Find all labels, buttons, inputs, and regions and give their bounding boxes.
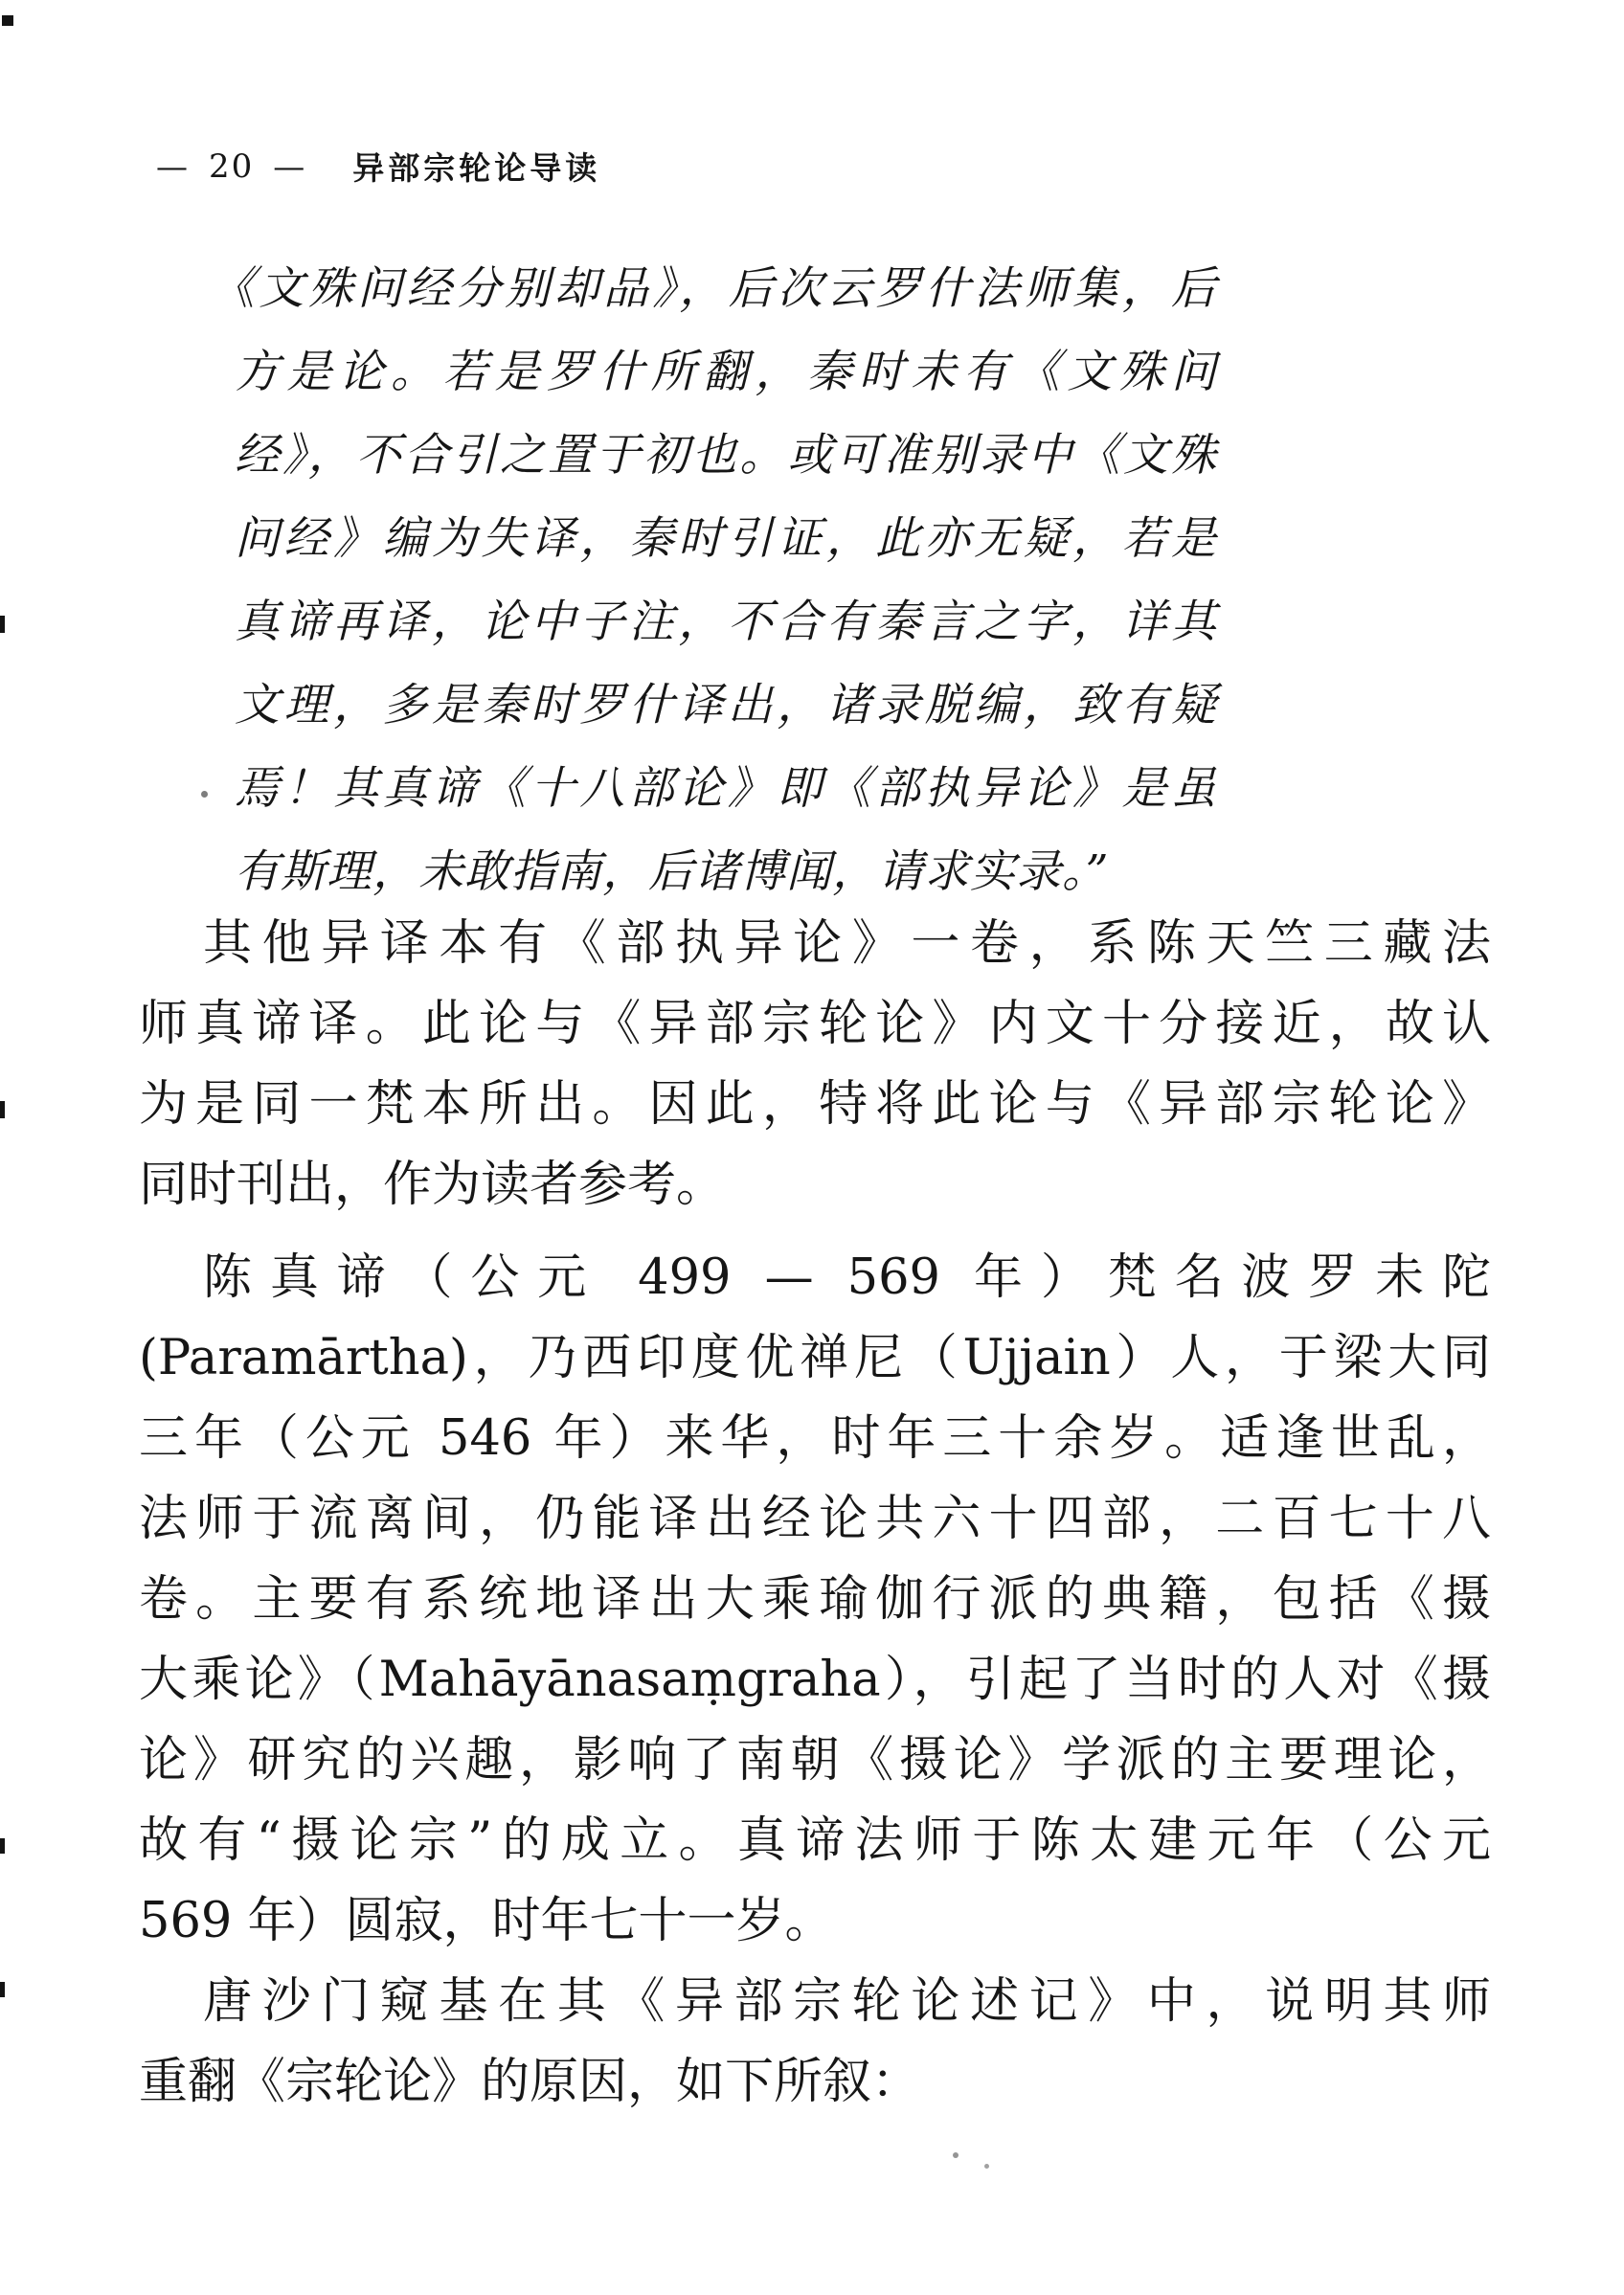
body-line: 师真谛译。此论与《异部宗轮论》内文十分接近，故认: [139, 996, 1491, 1052]
header-dash-right: —: [273, 147, 307, 185]
body-line: 陈真谛（公元 499 — 569 年）梵名波罗未陀: [203, 1249, 1491, 1306]
quote-line: 经》，不合引之置于初也。或可准别录中《文殊: [235, 429, 1217, 482]
body-line: 其他异译本有《部执异论》一卷，系陈天竺三藏法: [203, 915, 1491, 972]
scan-artifact: [984, 2164, 989, 2169]
scan-artifact: [0, 1838, 5, 1854]
body-line: 故有“摄论宗”的成立。真谛法师于陈太建元年（公元: [139, 1812, 1491, 1869]
header-dash-left: —: [156, 147, 190, 185]
body-line: (Paramārtha)，乃西印度优禅尼（Ujjain）人，于梁大同: [139, 1330, 1491, 1386]
quote-line: 焉！其真谛《十八部论》即《部执异论》是虽: [235, 762, 1217, 815]
body-line: 法师于流离间，仍能译出经论共六十四部，二百七十八: [139, 1491, 1491, 1547]
quote-line: 《文殊问经分别却品》，后次云罗什法师集，后: [210, 262, 1217, 315]
page-number: 20: [209, 146, 255, 186]
paragraph: [139, 1238, 1491, 1962]
body-line: 569 年）圆寂，时年七十一岁。: [139, 1893, 834, 1949]
book-title: 异部宗轮论导读: [352, 149, 601, 187]
scan-artifact: [0, 616, 5, 633]
body-line: 论》研究的兴趣，影响了南朝《摄论》学派的主要理论，: [139, 1732, 1491, 1789]
body-line: 重翻《宗轮论》的原因，如下所叙：: [139, 2054, 921, 2110]
quote-line: 有斯理，未敢指南，后诸博闻，请求实录。”: [235, 845, 1110, 898]
scan-artifact: [2, 15, 13, 26]
body-line: 卷。主要有系统地译出大乘瑜伽行派的典籍，包括《摄: [139, 1571, 1491, 1628]
body-line: 大乘论》（Mahāyānasaṃgraha），引起了当时的人对《摄: [139, 1652, 1491, 1708]
scan-artifact: [953, 2152, 959, 2158]
paragraph: [139, 904, 1491, 1226]
body-line: 唐沙门窥基在其《异部宗轮论述记》中，说明其师: [203, 1973, 1491, 2030]
quote-line: 文理，多是秦时罗什译出，诸录脱编，致有疑: [235, 679, 1217, 731]
quote-line: 真谛再译，论中子注，不合有秦言之字，详其: [235, 596, 1217, 648]
body-line: 三年（公元 546 年）来华，时年三十余岁。适逢世乱，: [139, 1410, 1491, 1467]
body-line: 为是同一梵本所出。因此，特将此论与《异部宗轮论》: [139, 1076, 1491, 1133]
block-quote: [210, 247, 1217, 913]
quote-line: 问经》编为失译，秦时引证，此亦无疑，若是: [235, 512, 1217, 565]
paragraph: [139, 1962, 1491, 2123]
scan-artifact: [0, 1101, 5, 1118]
running-header: [156, 144, 600, 189]
scan-artifact: [0, 1982, 5, 1997]
body-line: 同时刊出，作为读者参考。: [139, 1157, 726, 1213]
quote-line: 方是论。若是罗什所翻，秦时未有《文殊问: [235, 346, 1217, 398]
body-text: [139, 904, 1491, 2123]
scan-artifact: [201, 791, 208, 798]
